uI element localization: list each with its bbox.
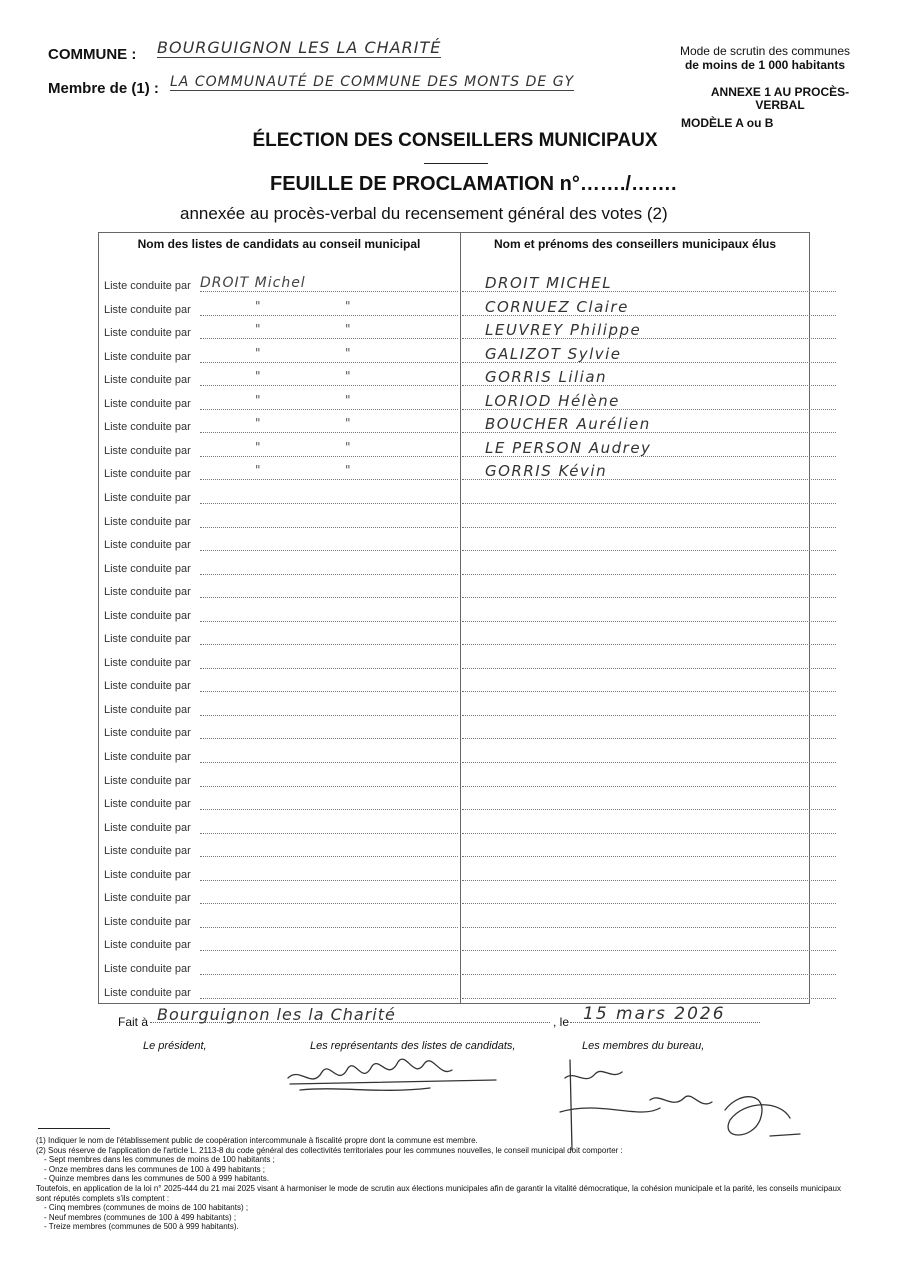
row-label: Liste conduite par <box>104 562 191 575</box>
date-value: 15 mars 2026 <box>583 1004 726 1024</box>
row-label: Liste conduite par <box>104 609 191 622</box>
footnote-t1: - Cinq membres (communes de moins de 100 habitants) ; <box>44 1203 249 1213</box>
membre-value: LA COMMUNAUTÉ DE COMMUNE DES MONTS DE GY <box>170 74 575 90</box>
row-label: Liste conduite par <box>104 421 191 434</box>
row-label: Liste conduite par <box>104 327 191 340</box>
representant-signature <box>288 1059 496 1090</box>
row-label: Liste conduite par <box>104 491 191 504</box>
footnote-2c: - Quinze membres dans les communes de 500 à 999 habitants. <box>44 1174 270 1184</box>
row-label: Liste conduite par <box>104 798 191 811</box>
president-label: Le président, <box>143 1040 207 1052</box>
fait-place: Bourguignon les la Charité <box>157 1005 396 1024</box>
row-label: Liste conduite par <box>104 680 191 693</box>
row-label: Liste conduite par <box>104 892 191 905</box>
ditto-mark: " <box>345 345 351 360</box>
commune-label: COMMUNE : <box>48 46 137 63</box>
footnotes <box>36 1136 846 1232</box>
elu-name: LORIOD Hélène <box>485 391 620 410</box>
elu-name: BOUCHER Aurélien <box>485 415 651 434</box>
commune-value: BOURGUIGNON LES LA CHARITÉ <box>157 38 442 57</box>
row-label: Liste conduite par <box>104 444 191 457</box>
header-listes: Nom des listes de candidats au conseil municipal <box>137 237 421 251</box>
row-label: Liste conduite par <box>104 656 191 669</box>
bureau-signature-3 <box>725 1097 800 1136</box>
feuille-title: FEUILLE DE PROCLAMATION n°……./……. <box>270 173 677 195</box>
footnote-2b: - Onze membres dans les communes de 100 à 499 habitants ; <box>44 1164 266 1174</box>
ditto-mark: " <box>345 463 351 478</box>
ditto-mark: " <box>345 416 351 431</box>
row-label: Liste conduite par <box>104 633 191 646</box>
elu-name: CORNUEZ Claire <box>485 297 629 316</box>
row-label: Liste conduite par <box>104 350 191 363</box>
row-label: Liste conduite par <box>104 986 191 999</box>
ditto-mark: " <box>345 322 351 337</box>
footnote-2: (2) Sous réserve de l'application de l'article L. 2113-8 du code général des collectivités territoriales pour les communes nouvelles, le conseil municipal doit comporter : <box>36 1145 623 1155</box>
ditto-mark: " <box>255 439 261 454</box>
fait-label: Fait à <box>118 1015 149 1029</box>
row-label: Liste conduite par <box>104 845 191 858</box>
elu-name: GORRIS Kévin <box>485 462 608 481</box>
footnote-t2: - Neuf membres (communes de 100 à 499 habitants) ; <box>44 1212 237 1222</box>
row-label: Liste conduite par <box>104 515 191 528</box>
elu-name: GALIZOT Sylvie <box>485 344 622 363</box>
page-title: ÉLECTION DES CONSEILLERS MUNICIPAUX <box>252 130 658 151</box>
modele-label: MODÈLE A ou B <box>681 116 774 130</box>
row-label: Liste conduite par <box>104 539 191 552</box>
ditto-mark: " <box>345 298 351 313</box>
membre-label: Membre de (1) : <box>48 80 159 97</box>
footnote-divider <box>38 1128 110 1129</box>
row-label: Liste conduite par <box>104 962 191 975</box>
elu-name: GORRIS Lilian <box>485 368 608 387</box>
ditto-mark: " <box>255 322 261 337</box>
row-label: Liste conduite par <box>104 303 191 316</box>
footnote-1: (1) Indiquer le nom de l'établissement public de coopération intercommunale à fiscalité propre dont la commune est membre. <box>36 1136 478 1145</box>
elu-name: LE PERSON Audrey <box>485 438 652 457</box>
row-label: Liste conduite par <box>104 374 191 387</box>
ditto-mark: " <box>345 369 351 384</box>
bureau-label: Les membres du bureau, <box>582 1040 705 1052</box>
row-label: Liste conduite par <box>104 915 191 928</box>
representants-label: Les représentants des listes de candidats, <box>310 1040 516 1052</box>
row-label: Liste conduite par <box>104 280 191 292</box>
row-label: Liste conduite par <box>104 868 191 881</box>
bureau-signature-2 <box>650 1096 712 1104</box>
row-label: Liste conduite par <box>104 703 191 716</box>
ditto-mark: " <box>255 345 261 360</box>
date-label: , le <box>553 1015 570 1029</box>
ditto-mark: " <box>345 392 351 407</box>
ditto-mark: " <box>255 416 261 431</box>
row-label: Liste conduite par <box>104 751 191 763</box>
footnote-toutefois: Toutefois, en application de la loi n° 2025-444 du 21 mai 2025 visant à harmoniser le mode de scrutin aux élections municipales afin de garantir la vitalité démocratique, la cohésion municipale et la parité, les conseils municipaux sont réputés complets s'ils comptent : <box>36 1183 841 1203</box>
annexee-subtitle: annexée au procès-verbal du recensement général des votes (2) <box>180 204 668 223</box>
elu-name: DROIT MICHEL <box>485 274 613 292</box>
footnote-2a: - Sept membres dans les communes de moins de 100 habitants ; <box>44 1155 275 1165</box>
elu-name: LEUVREY Philippe <box>485 321 642 340</box>
ditto-mark: " <box>255 369 261 384</box>
row-label: Liste conduite par <box>104 468 191 481</box>
mode-line-2: de moins de 1 000 habitants <box>684 58 846 72</box>
mode-line-1: Mode de scrutin des communes <box>679 44 851 58</box>
ditto-mark: " <box>255 392 261 407</box>
row-label: Liste conduite par <box>104 774 191 787</box>
row-label: Liste conduite par <box>104 586 191 599</box>
ditto-mark: " <box>345 439 351 454</box>
row-label: Liste conduite par <box>104 939 191 952</box>
footnote-t3: - Treize membres (communes de 500 à 999 habitants). <box>44 1222 239 1232</box>
row-label: Liste conduite par <box>104 727 191 740</box>
ditto-mark: " <box>255 298 261 313</box>
annexe-label: ANNEXE 1 AU PROCÈS-VERBAL <box>710 85 850 112</box>
list-name: DROIT Michel <box>200 275 306 291</box>
ditto-mark: " <box>255 463 261 478</box>
row-label: Liste conduite par <box>104 821 191 834</box>
row-label: Liste conduite par <box>104 397 191 410</box>
header-elus: Nom et prénoms des conseillers municipaux élus <box>493 237 777 251</box>
